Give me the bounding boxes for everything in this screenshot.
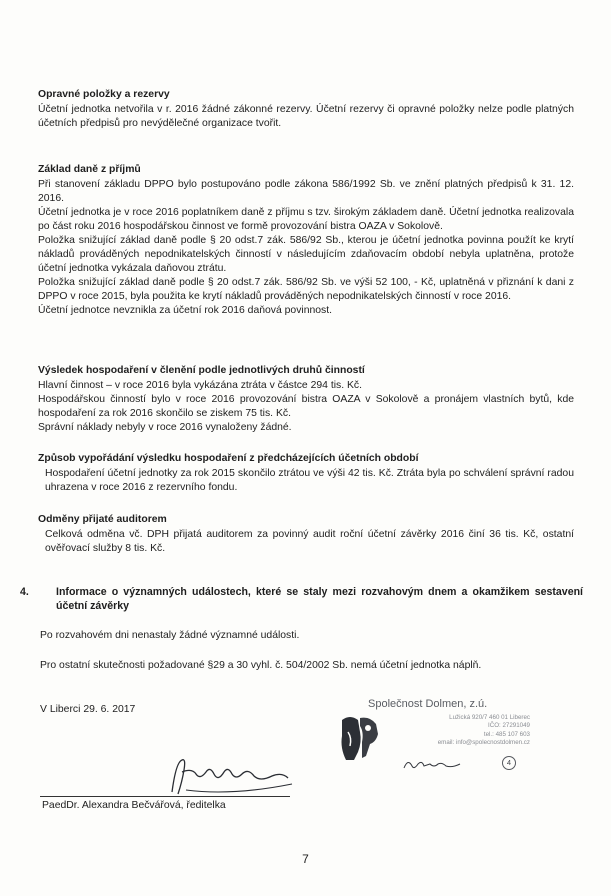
- paragraph: Položka snižující základ daně podle § 20 odst.7 zák. 586/92 Sb. ve výši 52 100, - Kč, uplatněná v přiznání k dani z DPPO v roce 2015, byla použita ke krytí nákladů prováděných nepodnikatelských činností v roce 2016.: [38, 277, 574, 302]
- paragraph: Hospodářskou činností bylo v roce 2016 provozování bistra OAZA v Sokolově a pronájem vlastních bytů, kde hospodaření za rok 2016 skončilo se ziskem 75 tis. Kč.: [38, 394, 574, 419]
- stamp-line: Lužická 920/7 460 01 Liberec: [449, 714, 530, 721]
- handwritten-signature: [162, 752, 302, 798]
- paragraph: Účetní jednotce nevznikla za účetní rok 2016 daňová povinnost.: [38, 305, 333, 316]
- stamp-initials-signature: [400, 754, 470, 774]
- stamp-line: IČO: 27291049: [488, 722, 530, 730]
- company-stamp: [334, 698, 534, 778]
- paragraph: Účetní jednotka je v roce 2016 poplatníkem daně z příjmu s tzv. širokým základem daně. Účetní jednotka realizovala po část roku 2016 hospodářskou činnost ve formě provozování bistra OAZA v Sokolově.: [38, 207, 574, 232]
- section-odmeny-auditorem: [38, 513, 574, 556]
- dolmen-logo-icon: [336, 712, 382, 764]
- section-vysledek-hospodareni: [38, 364, 574, 435]
- section-opravne-polozky: [38, 88, 574, 131]
- chapter-4-line: Po rozvahovém dni nenastaly žádné významné události.: [40, 630, 300, 641]
- signature-line: [40, 796, 290, 797]
- signer-name: PaedDr. Alexandra Bečvářová, ředitelka: [42, 800, 226, 811]
- section-heading: Způsob vypořádání výsledku hospodaření z předcházejících účetních období: [38, 453, 419, 464]
- paragraph: Hospodaření účetní jednotky za rok 2015 skončilo ztrátou ve výši 42 tis. Kč. Ztráta byla po schválení správní radou uhrazena v roce 2016 z rezervního fondu.: [45, 468, 574, 493]
- section-zaklad-dane: [38, 163, 574, 318]
- stamp-address: [426, 714, 530, 747]
- paragraph: Správní náklady nebyly v roce 2016 vynaloženy žádné.: [38, 422, 292, 433]
- chapter-number: 4.: [20, 586, 29, 598]
- paragraph: Při stanovení základu DPPO bylo postupováno podle zákona 586/1992 Sb. ve znění platných předpisů k 31. 12. 2016.: [38, 179, 574, 204]
- page-number: 7: [302, 852, 309, 866]
- stamp-line: email: info@spolecnostdolmen.cz: [437, 738, 530, 746]
- place-date: V Liberci 29. 6. 2017: [40, 704, 136, 715]
- section-heading: Opravné položky a rezervy: [38, 89, 170, 100]
- stamp-line: tel.: 485 107 603: [483, 730, 530, 738]
- section-heading: Základ daně z příjmů: [38, 164, 141, 175]
- chapter-4-title: [20, 585, 583, 613]
- paragraph: Položka snižující základ daně podle § 20 odst.7 zák. 586/92 Sb., kterou je účetní jednotka povinna použít ke krytí nákladů prováděných nepodnikatelských činností v následujícím zdaňovacím období nebyla uplatněna, protože účetní jednotka vykázala daňovou ztrátu.: [38, 235, 574, 274]
- chapter-4-line: Pro ostatní skutečnosti požadované §29 a 30 vyhl. č. 504/2002 Sb. nemá účetní jednotka náplň.: [40, 660, 482, 671]
- paragraph: Celková odměna vč. DPH přijatá auditorem za povinný audit roční účetní závěrky 2016 činí 36 tis. Kč, ostatní ověřovací služby 8 tis. Kč.: [45, 529, 574, 554]
- stamp-number: 4: [502, 756, 516, 770]
- stamp-company-name: Společnost Dolmen, z.ú.: [368, 698, 488, 710]
- section-zpusob-vyporadani: [38, 452, 574, 495]
- paragraph: Účetní jednotka netvořila v r. 2016 žádné zákonné rezervy. Účetní rezervy či opravné položky nelze podle platných účetních předpisů pro nevýdělečné organizace tvořit.: [38, 104, 574, 129]
- section-heading: Odměny přijaté auditorem: [38, 514, 167, 525]
- paragraph: Hlavní činnost – v roce 2016 byla vykázána ztráta v částce 294 tis. Kč.: [38, 380, 363, 391]
- chapter-title-text: Informace o významných událostech, které se staly mezi rozvahovým dnem a okamžikem sestavení účetní závěrky: [56, 586, 583, 612]
- section-heading: Výsledek hospodaření v členění podle jednotlivých druhů činností: [38, 365, 365, 376]
